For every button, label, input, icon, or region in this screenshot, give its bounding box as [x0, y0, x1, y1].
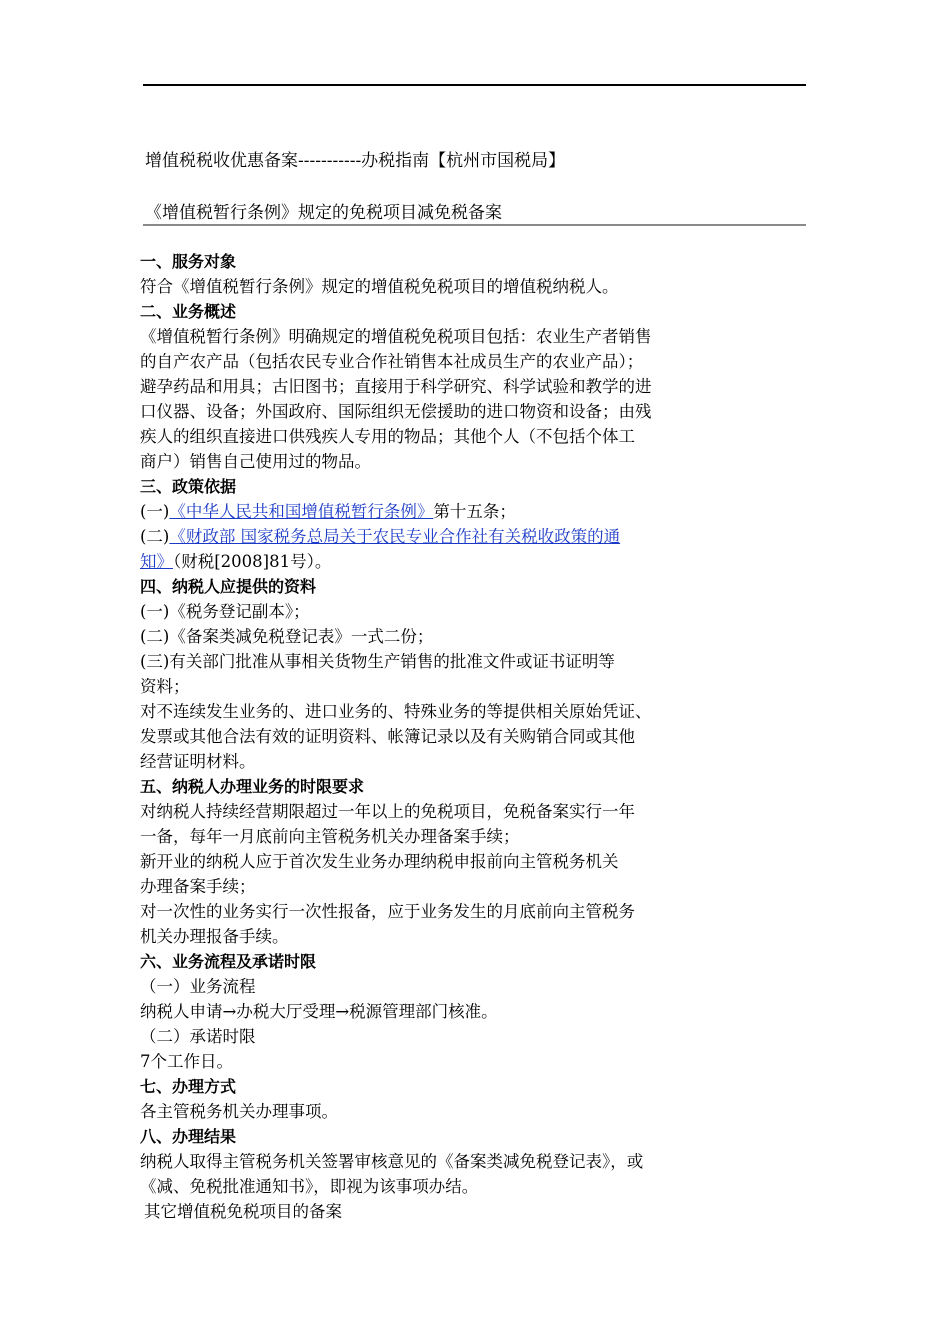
time-limits-line: 对纳税人持续经营期限超过一年以上的免税项目，免税备案实行一年	[140, 802, 635, 821]
materials-line: (一)《税务登记副本》；	[140, 602, 310, 621]
section-heading-method: 七、办理方式	[140, 1077, 237, 1096]
policy-item-1-prefix: (一)	[140, 502, 170, 521]
policy-item-2-suffix: （财税[2008]81号）。	[173, 552, 332, 571]
subtitle-divider	[143, 224, 806, 226]
policy-item-2-prefix: (二)	[140, 527, 170, 546]
top-divider	[143, 84, 806, 86]
cooperative-tax-notice-link-cont[interactable]: 知》	[140, 552, 173, 571]
vat-regulation-link[interactable]: 《中华人民共和国增值税暂行条例》	[169, 502, 434, 521]
section-heading-process: 六、业务流程及承诺时限	[140, 952, 317, 971]
overview-line: 口仪器、设备；外国政府、国际组织无偿援助的进口物资和设备；由残	[140, 402, 652, 421]
materials-line: (二)《备案类减免税登记表》一式二份；	[140, 627, 434, 646]
time-limits-line: 新开业的纳税人应于首次发生业务办理纳税申报前向主管税务机关	[140, 852, 619, 871]
materials-line: 经营证明材料。	[140, 752, 256, 771]
section-heading-result: 八、办理结果	[140, 1127, 237, 1146]
time-limits-line: 一备，每年一月底前向主管税务机关办理备案手续；	[140, 827, 520, 846]
materials-line: 对不连续发生业务的、进口业务的、特殊业务的等提供相关原始凭证、	[140, 702, 652, 721]
policy-item-1	[140, 499, 715, 524]
process-line: 7个工作日。	[140, 1052, 233, 1071]
method-text: 各主管税务机关办理事项。	[140, 1102, 338, 1121]
policy-item-2	[140, 524, 715, 549]
overview-line: 避孕药品和用具；古旧图书；直接用于科学研究、科学试验和教学的进	[140, 377, 652, 396]
process-line: 纳税人申请→办税大厅受理→税源管理部门核准。	[140, 1002, 498, 1021]
materials-line: 资料；	[140, 677, 190, 696]
overview-line: 《增值税暂行条例》明确规定的增值税免税项目包括：农业生产者销售	[140, 327, 652, 346]
overview-line: 疾人的组织直接进口供残疾人专用的物品；其他个人（不包括个体工	[140, 427, 635, 446]
other-items-heading: 其它增值税免税项目的备案	[144, 1202, 342, 1221]
policy-item-1-suffix: 第十五条；	[433, 502, 516, 521]
materials-line: 发票或其他合法有效的证明资料、帐簿记录以及有关购销合同或其他	[140, 727, 635, 746]
materials-line: (三)有关部门批准从事相关货物生产销售的批准文件或证书证明等	[140, 652, 615, 671]
overview-line: 的自产农产品（包括农民专业合作社销售本社成员生产的农业产品）；	[140, 352, 644, 371]
process-line: （一）业务流程	[140, 977, 256, 996]
section-heading-time-limits: 五、纳税人办理业务的时限要求	[140, 777, 365, 796]
page-subtitle: 《增值税暂行条例》规定的免税项目减免税备案	[145, 203, 502, 223]
guide-body	[140, 249, 715, 1224]
result-line: 《减、免税批准通知书》，即视为该事项办结。	[140, 1177, 479, 1196]
policy-item-2-cont	[140, 549, 715, 574]
section-heading-overview: 二、业务概述	[140, 302, 237, 321]
process-line: （二）承诺时限	[140, 1027, 256, 1046]
section-heading-policy-basis: 三、政策依据	[140, 477, 237, 496]
time-limits-line: 办理备案手续；	[140, 877, 256, 896]
section-heading-service-target: 一、服务对象	[140, 252, 237, 271]
service-target-text: 符合《增值税暂行条例》规定的增值税免税项目的增值税纳税人。	[140, 277, 619, 296]
cooperative-tax-notice-link[interactable]: 《财政部 国家税务总局关于农民专业合作社有关税收政策的通	[169, 527, 621, 546]
result-line: 纳税人取得主管税务机关签署审核意见的《备案类减免税登记表》，或	[140, 1152, 644, 1171]
overview-line: 商户）销售自己使用过的物品。	[140, 452, 371, 471]
time-limits-line: 对一次性的业务实行一次性报备，应于业务发生的月底前向主管税务	[140, 902, 635, 921]
section-heading-materials: 四、纳税人应提供的资料	[140, 577, 317, 596]
page-title: 增值税税收优惠备案-----------办税指南【杭州市国税局】	[145, 151, 566, 171]
time-limits-line: 机关办理报备手续。	[140, 927, 289, 946]
